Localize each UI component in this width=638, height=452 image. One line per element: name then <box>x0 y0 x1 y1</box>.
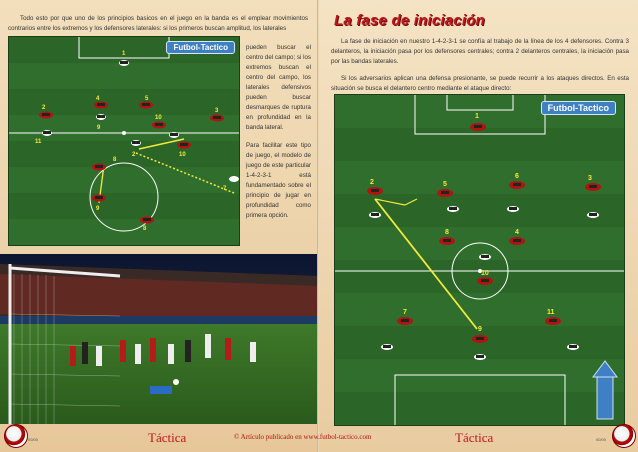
svg-text:4: 4 <box>96 96 100 102</box>
svg-text:1: 1 <box>122 51 126 57</box>
right-paragraph: La fase de iniciación en nuestro 1-4-2-3-1 se confía al trabajo de la línea de los 4 defensores. Contra 3 delanteros, la iniciación pasa por los defensores centrales; contra 2 delanteros centrales, la iniciación pasa por las bandas laterales. <box>331 38 629 65</box>
svg-text:1: 1 <box>475 113 479 120</box>
footer-credit: © Artículo publicado en www.futbol-tactico.com <box>234 433 372 441</box>
svg-text:6: 6 <box>515 173 519 180</box>
left-column-paragraph: Para facilitar este tipo de juego, el modelo de juego de este particular 1-4-2-3-1 está fundamentado sobre el principio de jugar en profundidad como primera opción. <box>246 142 311 219</box>
svg-text:8: 8 <box>143 226 147 232</box>
footer-tactica-right: Táctica <box>455 430 494 445</box>
svg-text:5: 5 <box>145 96 149 102</box>
left-diagram-badge: Futbol-Tactico <box>166 41 235 54</box>
svg-text:11: 11 <box>547 309 555 316</box>
left-intro-text: Todo esto por que uno de los principios basicos en el juego en la banda es el emplear movimientos contrarios entre los extremos y los defensores laterales: si los primeros buscan amplitud, los laterales <box>8 15 308 32</box>
svg-text:8: 8 <box>113 157 117 163</box>
stadium-photo-art <box>0 254 319 424</box>
svg-text:10: 10 <box>155 115 162 121</box>
left-column-paragraph: pueden buscar el centro del campo; si los extremos buscan el centro del campo, los laterales defensivos pueden buscar desmarques de ruptura en profundidad en la banda lateral. <box>246 44 311 131</box>
left-tactic-diagram <box>8 36 240 246</box>
svg-text:2: 2 <box>370 179 374 186</box>
left-pitch-lines <box>9 37 239 245</box>
svg-text:8: 8 <box>445 229 449 236</box>
stadium-photo <box>0 254 319 424</box>
right-diagram-badge: Futbol-Tactico <box>541 101 616 115</box>
svg-text:3: 3 <box>215 108 219 114</box>
right-tactic-diagram <box>334 94 625 426</box>
soccer-ball-icon <box>4 424 28 448</box>
svg-text:10: 10 <box>179 152 186 158</box>
svg-text:2: 2 <box>42 105 46 111</box>
svg-text:9: 9 <box>96 206 100 212</box>
footer-tactica-left: Táctica <box>148 430 187 445</box>
svg-text:5: 5 <box>443 181 447 188</box>
svg-text:4: 4 <box>515 229 519 236</box>
svg-text:7: 7 <box>403 309 407 316</box>
left-column-text <box>246 43 311 229</box>
svg-text:11: 11 <box>35 139 42 145</box>
soccer-ball-icon <box>612 424 636 448</box>
svg-text:9: 9 <box>97 125 101 131</box>
right-paragraph: Si los adversarios aplican una defensa presionante, se puede recurrir a los ataques directos. En esta situación se busca el delantero centro mediante el ataque directo: <box>331 75 629 92</box>
svg-text:3: 3 <box>588 175 592 182</box>
right-intro-text <box>331 37 629 101</box>
svg-text:9: 9 <box>478 326 482 333</box>
svg-text:10: 10 <box>481 270 489 277</box>
svg-text:7: 7 <box>223 186 227 192</box>
svg-text:2: 2 <box>132 152 136 158</box>
page-number-right: 00/00 <box>596 437 607 442</box>
page-number-left: 00/00 <box>28 437 39 442</box>
right-pitch-lines <box>335 95 624 425</box>
section-title: La fase de iniciación <box>334 12 485 29</box>
